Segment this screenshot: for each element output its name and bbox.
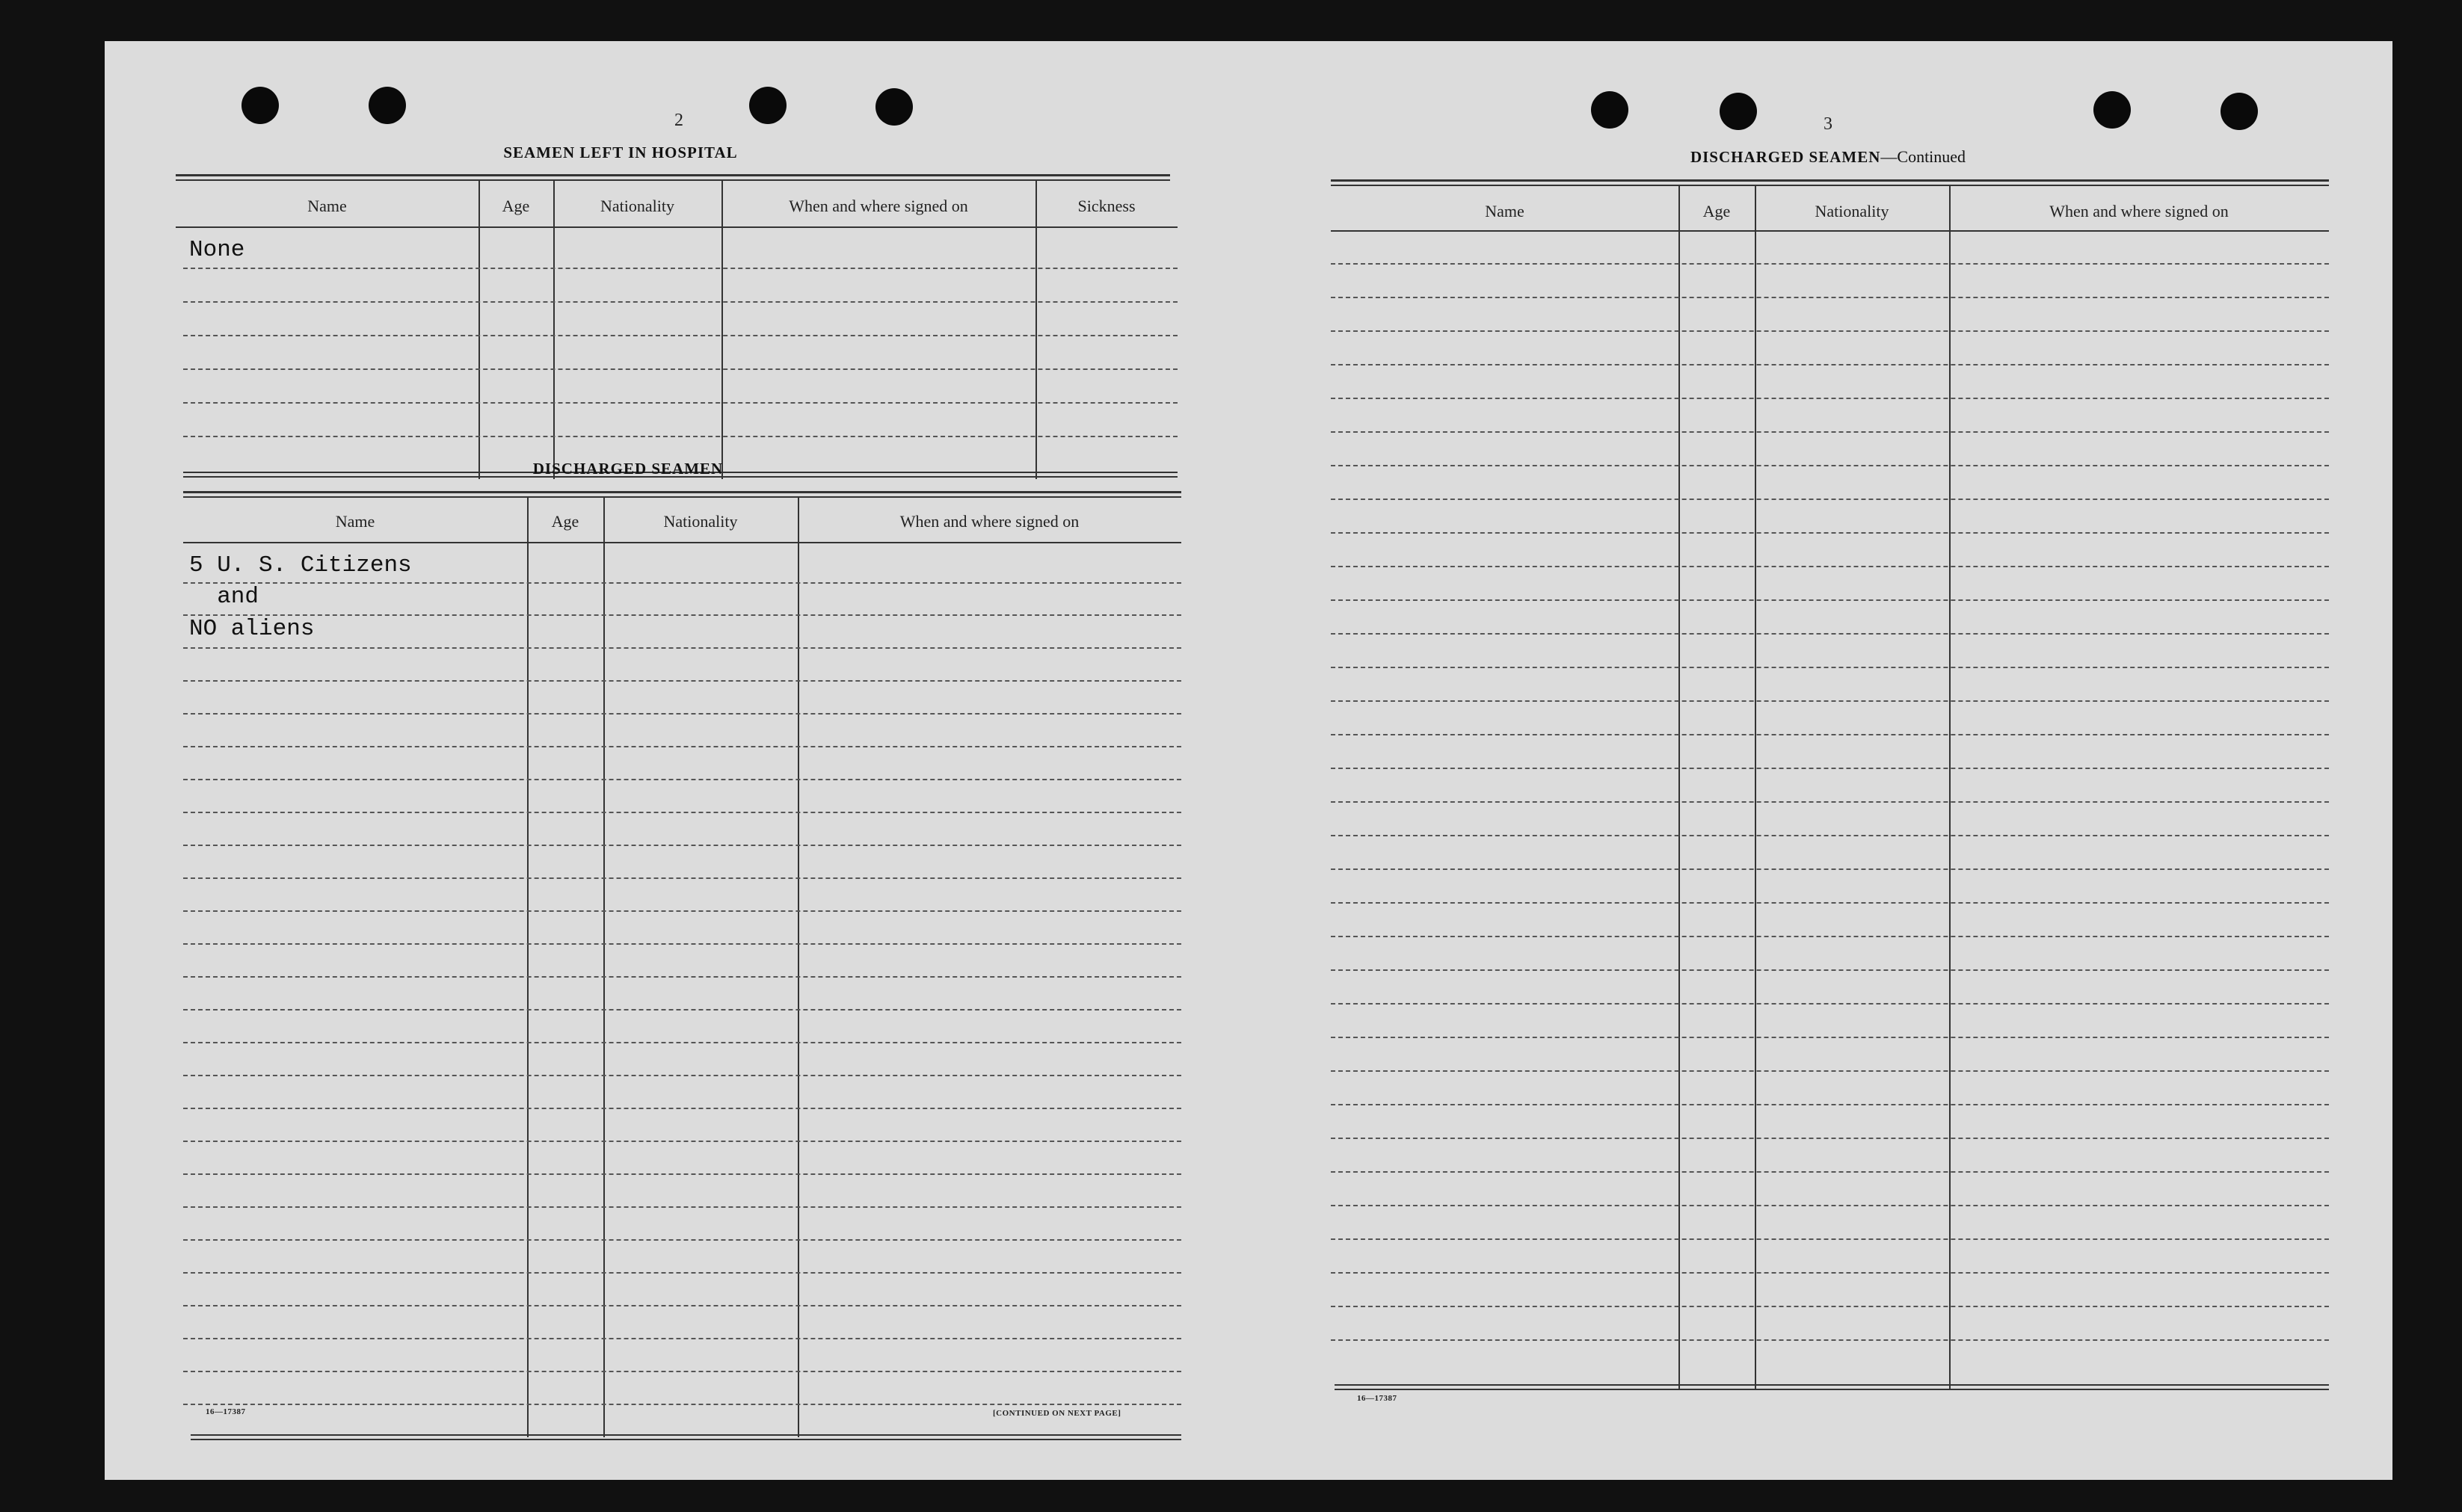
form-number-left: 16—17387 <box>206 1407 246 1416</box>
discharged-table-left <box>183 491 1185 1448</box>
continued-col-name: Name <box>1485 202 1524 220</box>
hospital-col-sickness: Sickness <box>1077 197 1136 215</box>
hospital-col-nationality: Nationality <box>600 197 674 215</box>
punch-hole <box>2221 93 2258 130</box>
discharged-col-signed-on: When and where signed on <box>899 512 1080 531</box>
discharged-section-title: DISCHARGED SEAMEN <box>532 460 724 478</box>
punch-hole <box>2093 91 2131 129</box>
continued-col-signed-on: When and where signed on <box>2049 202 2229 220</box>
discharged-table-right <box>1331 179 2333 1431</box>
hospital-col-signed-on: When and where signed on <box>789 197 968 215</box>
discharged-col-nationality: Nationality <box>663 512 738 531</box>
hospital-section-title: SEAMEN LEFT IN HOSPITAL <box>503 144 738 161</box>
discharged-continued-title-main: DISCHARGED SEAMEN <box>1690 148 1881 166</box>
discharged-continued-title <box>1331 147 2325 167</box>
punch-hole <box>369 87 406 124</box>
hospital-col-age: Age <box>502 197 530 215</box>
discharged-entry-line-1: 5 U. S. Citizens <box>189 552 412 578</box>
hospital-col-name: Name <box>307 197 347 215</box>
discharged-entry-line-2: and <box>189 584 259 610</box>
page-number-left: 2 <box>674 111 683 130</box>
punch-hole <box>875 88 913 126</box>
punch-hole <box>241 87 279 124</box>
discharged-col-age: Age <box>551 512 579 531</box>
continued-note: [CONTINUED ON NEXT PAGE] <box>993 1409 1121 1418</box>
hospital-table <box>176 174 1178 481</box>
punch-hole <box>1591 91 1628 129</box>
continued-col-age: Age <box>1702 202 1731 220</box>
punch-hole <box>1720 93 1757 130</box>
page-number-right: 3 <box>1824 114 1832 134</box>
discharged-col-name: Name <box>335 512 375 531</box>
hospital-entry-name: None <box>189 237 245 263</box>
continued-col-nationality: Nationality <box>1815 202 1889 220</box>
punch-hole <box>749 87 787 124</box>
form-number-right: 16—17387 <box>1357 1394 1397 1403</box>
discharged-continued-suffix: —Continued <box>1880 147 1966 166</box>
document-sheet <box>105 41 2392 1480</box>
discharged-entry-line-3: NO aliens <box>189 616 315 642</box>
